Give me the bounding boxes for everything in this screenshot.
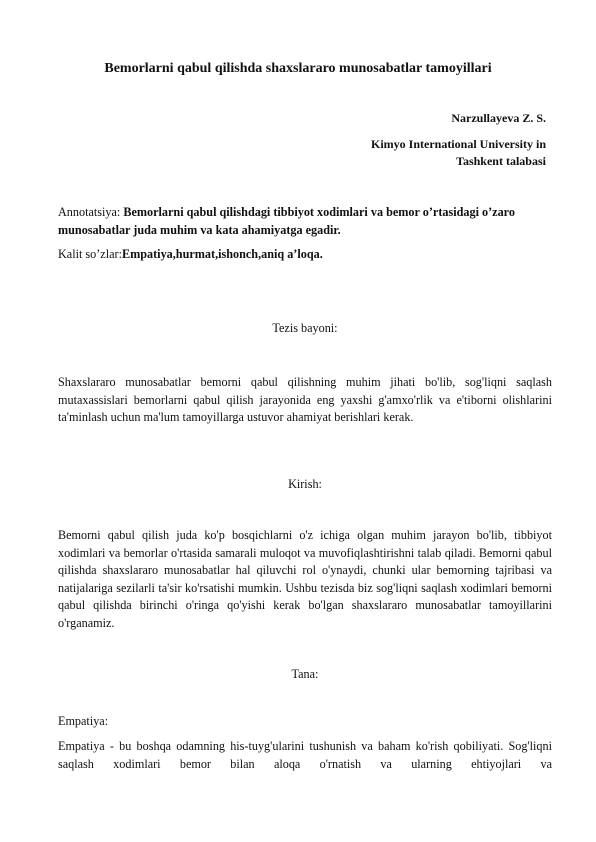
intro-paragraph: Bemorni qabul qilish juda ko'p bosqichlarni o'z ichiga olgan muhim jarayon bo'lib, tibbiyot xodimlari va bemorlar o'rtasida samarali muloqot va muvofiqlashtirishni talab qiladi. Bemorni qabul qilishda shaxslararo munosabatlar hal qiluvchi rol o'ynaydi, chunki ular bemorning tajribasi va natijalariga sezilarli ta'sir ko'rsatishi mumkin. Ushbu tezisda biz sog'liqni saqlash xodimlari bemorni qabul qilishda birinchi o'ringa qo'yishi kerak bo'lgan shaxslararo munosabatlar tamoyillarini o'rganamiz. [58, 528, 552, 630]
intro-heading: Kirish: [288, 477, 322, 491]
keywords-paragraph [58, 246, 552, 264]
author-name: Narzullayeva Z. S. [451, 111, 546, 125]
empathy-paragraph: Empatiya - bu boshqa odamning his-tuyg'ularini tushunish va baham ko'rish qobiliyati. Sog'liqni saqlash xodimlari bemor bilan aloqa o'rnatish va ularning ehtiyojlari va [58, 739, 552, 771]
annotation-paragraph [58, 204, 552, 239]
thesis-paragraph: Shaxslararo munosabatlar bemorni qabul qilishning muhim jihati bo'lib, sog'liqni saqlash mutaxassislari bemorlarni qabul qilish jarayonida eng yaxshi g'amxo'rlik va e'tiborni olishlarini ta'minlash uchun ma'lum tamoyillarga ustuvor ahamiyat berishlari kerak. [58, 375, 552, 424]
empathy-heading: Empatiya: [58, 714, 109, 728]
thesis-heading: Tezis bayoni: [272, 321, 338, 335]
body-heading: Tana: [291, 667, 319, 681]
keywords-label: Kalit so’zlar: [58, 247, 122, 261]
keywords-text: Empatiya,hurmat,ishonch,aniq a’loqa. [121, 247, 323, 261]
author-affiliation-line2: Tashkent talabasi [456, 154, 546, 168]
annotation-label: Annotatsiya: [58, 205, 124, 219]
author-affiliation-line1: Kimyo International University in [370, 137, 546, 151]
paper-title: Bemorlarni qabul qilishda shaxslararo munosabatlar tamoyillari [104, 61, 492, 76]
annotation-text: Bemorlarni qabul qilishdagi tibbiyot xodimlari va bemor o’rtasidagi o’zaro munosabatlar juda muhim va kata ahamiyatga egadir. [58, 205, 515, 237]
